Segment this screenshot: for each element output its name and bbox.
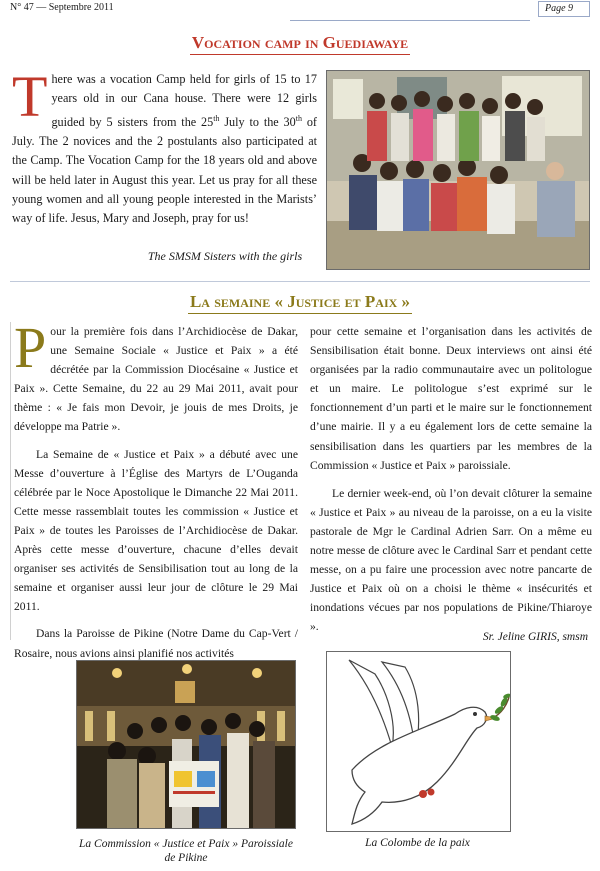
dove-icon: [327, 652, 510, 831]
article2-para1: [14, 315, 298, 437]
article2-para1-text: our la première fois dans l’Archidiocèse de Dakar, une Semaine Sociale « Justice et Paix » a été décrétée par la Commission Diocésaine « Justice et Paix ». Cette Semaine, du 22 au 29 Mai 2011, avait pour thème : « Je fais mon Devoir, je jouis de mes Droits, je développe ma Patrie ».: [14, 325, 298, 434]
article1-sup1: th: [213, 113, 220, 123]
article1-title-text: Vocation camp in Guediawaye: [190, 33, 410, 55]
page-number: Page 9: [538, 1, 590, 17]
article1-dropcap: T: [12, 64, 48, 129]
article2-right-column: [310, 322, 592, 637]
smsm-sisters-photo: [326, 70, 590, 270]
left-column-rule: [10, 322, 11, 640]
commission-photo-caption: La Commission « Justice et Paix » Paroissiale de Pikine: [79, 838, 293, 864]
article1-sup2: th: [295, 113, 302, 123]
article1-text-b: July to the 30: [219, 114, 296, 129]
article1-text-a: here was a vocation Camp held for girls of 15 to 17 years old in our Cana house. There were 12 girls guided by 5 sisters from the 25: [51, 72, 317, 129]
article1-title: [0, 33, 600, 55]
article1-photo-caption: The SMSM Sisters with the girls: [147, 249, 303, 263]
commission-photo: [76, 660, 296, 829]
commission-photo-art: [77, 661, 295, 828]
article2-left-column: [14, 315, 298, 663]
smsm-sisters-photo-art: [327, 71, 589, 269]
dove-illustration: [326, 651, 511, 832]
header-rule: [290, 20, 530, 21]
issue-header: N° 47 — Septembre 2011: [10, 2, 114, 13]
article2-para2: La Semaine de « Justice et Paix » a débuté avec une Messe d’ouverture à l’Église des Martyrs de L’Ouganda célébrée par le Noce Apostolique le Dimanche 22 Mai 2011. Cette messe rassemblait toutes les commission « Justice et Paix » de toutes les Paroisses de l’Archidiocèse de Dakar. Après cette messe d’ouverture, chacune d’elles devait organiser ses activités de Sensibilisation tout au long de la semaine et organiser aussi leur jour de clôture le 29 Mai 2011.: [14, 447, 298, 614]
section-divider: [10, 281, 590, 282]
article2-para3: Dans la Paroisse de Pikine (Notre Dame du Cap-Vert / Rosaire, nous avions ainsi planifié nos activités: [14, 627, 298, 660]
article2-signature: Sr. Jeline GIRIS, smsm: [482, 631, 588, 643]
article2-para4: pour cette semaine et l’organisation dans les activités de Sensibilisation était bonne. Deux interviews ont ainsi été organisées par la radio communautaire avec un politologue et un maire. Le politologue s’est exprimé sur le fonctionnement d’un parti et le maire sur le fonctionnement d’une mairie. Il y a eu également lors de cette semaine la sensibilisation dans les quartiers par les membres de la Commission « Justice et Paix » paroissiale.: [310, 325, 592, 472]
article2-para5: Le dernier week-end, où l’on devait clôturer la semaine « Justice et Paix » au niveau de la paroisse, on a eu la visite pastorale de Mgr le Cardinal Adrien Sarr. On a même eu notre messe de clôture avec le Cardinal Sarr et pendant cette messe, on a pu faire une procession avec notre pancarte de Justice et Paix où on a choisi le thème « insécurités et inondations vécues par nos populations de Pikine/Thiaroye ».: [310, 486, 592, 634]
article1-text-c: of July. The 2 novices and the 2 postulants also participated at the Camp. The Vocation Camp for the 18 years old and above will be held later in August this year. Let us pray for all these young women and all young people interested in the Marists’ way of life. Jesus, Mary and Joseph, pray for us!: [12, 114, 317, 226]
article1-body: [12, 64, 317, 228]
dove-caption: La Colombe de la paix: [365, 837, 470, 849]
article2-title: [0, 292, 600, 314]
article2-dropcap: P: [14, 315, 47, 380]
article2-title-text: La semaine « Justice et Paix »: [188, 292, 412, 314]
